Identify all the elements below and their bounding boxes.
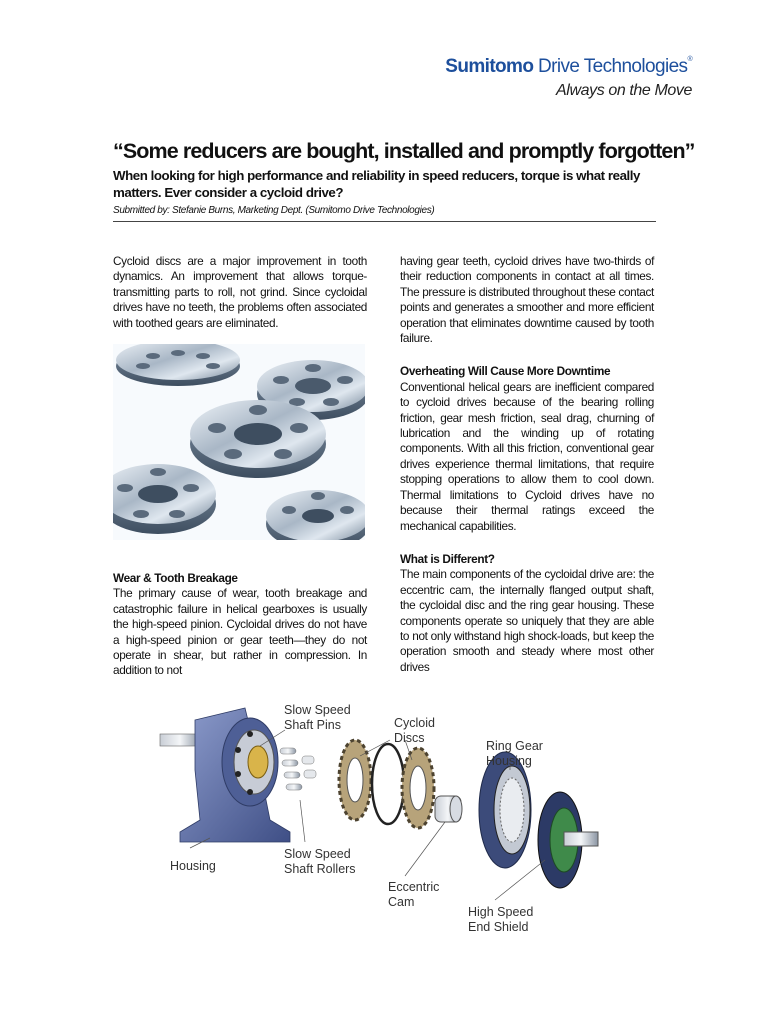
brand-name-rest: Drive Technologies [538,56,688,77]
label-housing-line2: Housing [486,754,532,768]
registered-mark: ® [687,56,692,63]
different-paragraph: The main components of the cycloidal drive are: the eccentric cam, the internally flanged output shaft, the cycloidal disc and the ring gear housing. These components operate so uniquely that they are able to not only withstand high shock-loads, but keep the operation smooth and steady where most other drives [400,567,654,674]
overheating-paragraph: Conventional helical gears are inefficient compared to cycloid drives because of the bearing rolling friction, gear mesh friction, seal drag, churning of lubrication and the winding up of rotating components. With all this friction, conventional gear drives experience thermal limitations, that require stopping operations to allow them to cool down. Thermal limitations to Cycloid drives have no because their thermal ratings exceed the mechanical capabilities. [400,379,654,533]
label-cam-line2: Cam [388,895,415,909]
wear-heading: Wear & Tooth Breakage [113,571,238,585]
gear-disc [190,400,326,478]
label-shaft-pins-line2: Shaft Pins [284,718,341,732]
intro-paragraph: Cycloid discs are a major improvement in tooth dynamics. An improvement that allows torque-transmitting parts to roll, not grind. Since cycloidal drives have no teeth, the problems often associated with toothed gears are eliminated. [113,254,367,330]
label-slow-speed-rollers-line1: Slow Speed [284,847,351,861]
label-eccentric-cam [388,880,439,910]
label-ring-gear-line1: Ring Gear [486,739,543,753]
brand-name-bold: Sumitomo [445,56,534,77]
continued-paragraph: having gear teeth, cycloid drives have two-thirds of their reduction components in contact at all times. The pressure is distributed throughout these contact points and generates a smoother and more efficient operation that eliminates downtime caused by tooth failure. [400,254,654,346]
label-high-speed-end-shield [468,905,533,935]
label-housing: Housing [170,859,216,873]
label-high-speed-line1: High Speed [468,905,534,919]
brand-logo [445,56,692,78]
cycloid-discs-photo [113,344,365,540]
brand-tagline: Always on the Move [556,82,692,99]
eccentric-cam-part [435,796,462,822]
exploded-drive-diagram [150,700,610,940]
label-discs-line2: Discs [394,731,425,745]
housing-part [180,708,290,842]
left-column-bottom [113,571,367,679]
slow-speed-pins-part [280,748,316,790]
label-slow-speed-shaft-pins [284,703,351,733]
left-column-top [113,254,367,331]
label-eccentric-line1: Eccentric [388,880,440,894]
label-slow-speed-line1: Slow Speed [284,703,351,717]
label-cycloid-line1: Cycloid [394,716,435,730]
gear-disc [113,464,216,534]
right-column [400,254,654,675]
title-divider [113,221,656,222]
label-ring-gear-housing [486,739,543,769]
gear-disc [116,344,240,386]
article-title: “Some reducers are bought, installed and promptly forgotten” [113,139,695,163]
article-subtitle: When looking for high performance and reliability in speed reducers, torque is what really matters. Ever consider a cycloid drive? [113,168,640,200]
ring-gear-housing-part [479,752,531,868]
wear-paragraph: The primary cause of wear, tooth breakage and catastrophic failure in helical gearboxes is usually the high-speed pinion. Cycloidal drives do not have a high-speed pinion or gear teeth—they do not operate in shear, but rather in compression. In addition to not [113,586,367,678]
article-byline: Submitted by: Stefanie Burns, Marketing Dept. (Sumitomo Drive Technologies) [113,205,435,216]
different-heading: What is Different? [400,551,495,566]
overheating-heading: Overheating Will Cause More Downtime [400,364,611,379]
label-end-shield-line2: End Shield [468,920,529,934]
label-shaft-rollers-line2: Shaft Rollers [284,862,356,876]
label-slow-speed-shaft-rollers [284,847,356,877]
input-shaft [160,734,200,746]
cycloid-discs-part [339,740,434,828]
high-speed-end-shield-part [538,792,598,888]
exploded-diagram-art [150,700,610,940]
brand-header [445,56,692,100]
label-cycloid-discs [394,716,435,746]
